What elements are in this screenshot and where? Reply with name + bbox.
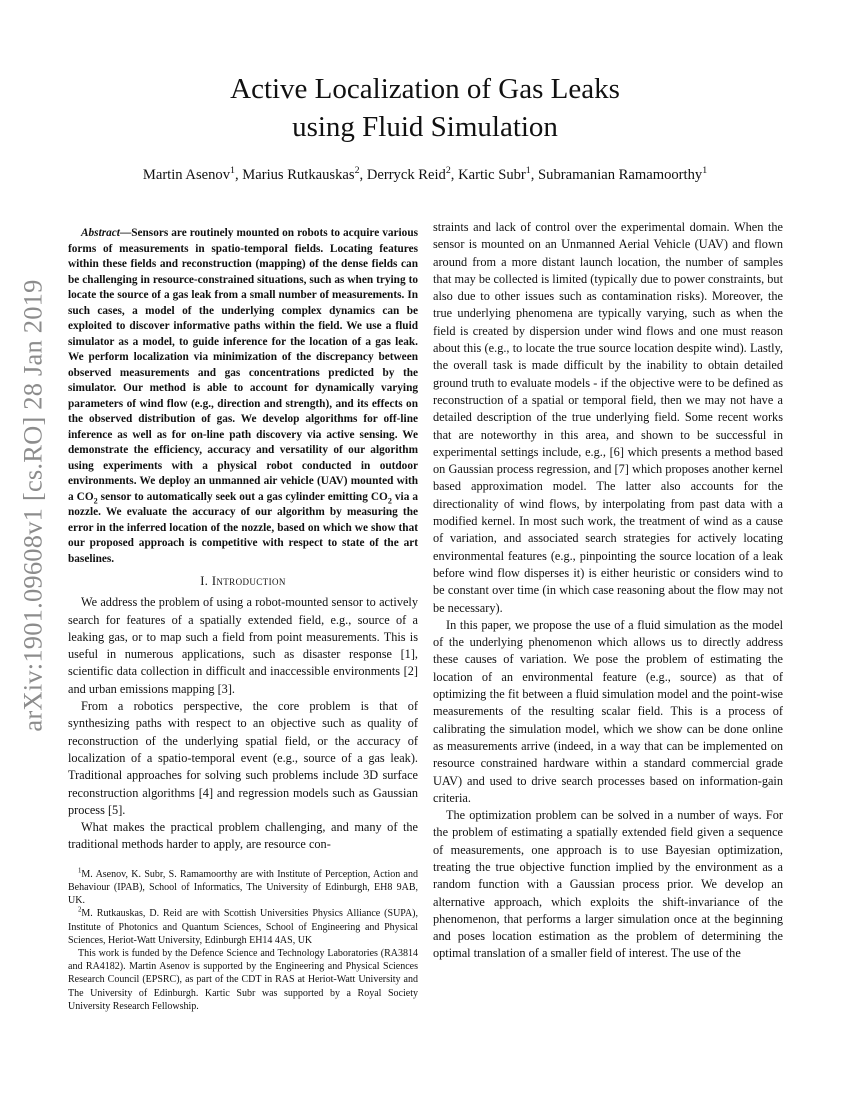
footnote-mark: 2 [78,907,82,915]
author-affiliation-mark: 1 [702,165,708,177]
co2-subscript: 2 [93,495,98,505]
author-name: Martin Asenov [142,167,231,183]
abstract-dash: — [119,227,132,239]
footnote-text: This work is funded by the Defence Science and Technology Laboratories (RA3814 and RA4182). Martin Asenov is supported by the Engineering and Physical Sciences Research Council (EPSRC), as part of the CDT in RAS at Heriot-Watt University and The University of Edinburgh. Kartic Subr was supported by a Royal Society University Research Fellowship. [68,947,418,1012]
author-name: Derryck Reid [366,167,446,183]
author [458,167,538,183]
intro-paragraph-continued: straints and lack of control over the experimental domain. When the sensor is mounted on an Unmanned Aerial Vehicle (UAV) and flown around from a more distant launch location, the number of samples that may be collected is limited (typically due to power constraints, but also due to other issues such as contamination risks). Moreover, the true underlying phenomena are typically varying, such as when the field is created by dispersion under wind flows and one must reason about this (e.g., to locate the true source location despite wind). Lastly, the overall task is made difficult by the inability to obtain detailed ground truth to evaluate models - if the objective were to be defined as reconstruction of a spatial or temporal field, then we may not have a detailed description of the true underlying field. Some recent works that are noteworthy in this area, and shown to be successful in experimental settings include, e.g., [6] which presents a method based on Gaussian process regression, and [7] which proposes another kernel based approximation model. The latter also accounts for the directionality of wind flows, by interpolating from past data with a modified kernel. In most such work, the treatment of wind as a cause of variation, and associated search strategies for actively locating environmental features (e.g., pinpointing the source location of a leak before wind flow disperses it) is either heuristic or considers wind to be constant over time (in which case reasoning about the flow may not be necessary). [433,220,783,615]
intro-paragraph: From a robotics perspective, the core problem is that of synthesizing paths with respect to an objective such as quality of reconstruction of the underlying spatial field, or the accuracy of localization of a spatio-temporal event (e.g., source of a gas leak). Traditional approaches for solving such problems include 3D surface reconstruction algorithms [4] and regression models such as Gaussian process [5]. [68,699,418,817]
author [538,167,707,183]
author-name: Marius Rutkauskas [242,167,355,183]
author-separator: , [450,167,459,183]
author-affiliation-mark: 1 [525,165,531,177]
intro-paragraph: The optimization problem can be solved in a number of ways. For the problem of estimating a spatially extended field given a sequence of measurements, one approach is to use Bayesian optimization, treating the true objective function implied by the environment as a random function with a Gaussian process prior. We develop an alternative approach, which exploits the shift-invariance of the phenomenon, that performs a larger simulation once at the beginning and poses location estimation as the problem of determining the optimal translation of a smaller field of interest. The use of the [433,808,783,961]
intro-paragraph: In this paper, we propose the use of a fluid simulation as the model of the underlying phenomenon which allows us to directly address these causes of variation. We pose the problem of estimating the location of an environmental feature (e.g., source) as that of optimizing the fit between a fluid simulation model and the point-wise measurements of the resulting scalar field. This is a process of calibrating the simulation model, which we show can be done online as measurements arrive (indeed, in a way that can be implemented on resource constrained hardware within a standard commercial grade UAV) and used to drive search processes based on information-gain criteria. [433,617,783,805]
intro-paragraph: What makes the practical problem challenging, and many of the traditional methods harder to apply, are resource con- [68,820,418,852]
author-affiliation-mark: 2 [445,165,451,177]
co2-subscript: 2 [387,495,392,505]
section-heading-introduction: I. Introduction [200,574,286,588]
author [367,167,458,183]
author-separator: , [359,167,367,183]
author-separator: , [530,167,539,183]
intro-paragraph: We address the problem of using a robot-mounted sensor to actively search for features of a spatially extended field, e.g., source of a leaking gas, or to map such a field from point measurements. This is useful in numerous applications, such as disaster response [1], scientific data collection in difficult and inaccessible environments [2] and urban emissions mapping [3]. [68,595,418,696]
footnote-funding [68,947,418,1013]
paper-title-line-1: Active Localization of Gas Leaks [230,73,620,105]
abstract-label: Abstract [81,227,120,239]
arxiv-identifier-text: arXiv:1901.09608v1 [cs.RO] 28 Jan 2019 [17,278,48,732]
abstract-text: sensor to automatically seek out a gas cylinder emitting CO [97,490,388,503]
abstract [68,226,418,567]
footnote-text: M. Asenov, K. Subr, S. Ramamoorthy are with Institute of Perception, Action and Behaviour (IPAB), School of Informatics, The University of Edinburgh, EH8 9AB, UK. [68,868,418,907]
footnote-affiliation-1 [68,868,418,908]
right-column [433,219,783,963]
author-affiliation-mark: 2 [354,165,360,177]
abstract-text: Sensors are routinely mounted on robots to acquire various forms of measurements in spatio-temporal fields. Locating features within these fields and reconstruction (mapping) of the dense fields can be challenging in resource-constrained situations, such as when trying to locate the source of a gas leak from a small number of measurements. In such cases, a model of the underlying complex dynamics can be exploited to discover informative paths within the field. We use a fluid simulator as a model, to guide inference for the location of a gas leak. We perform localization via minimization of the discrepancy between observed measurements and gas concentrations predicted by the simulator. Our method is able to account for dynamically varying parameters of wind flow (e.g., direction and strength), and its effects on the observed distribution of gas. We develop algorithms for off-line inference as well as for on-line path discovery via active sensing. We demonstrate the efficiency, accuracy and versatility of our algorithm using experiments with a physical robot conducted in outdoor environments. We deploy an unmanned air vehicle (UAV) mounted with a CO [68,227,418,503]
arxiv-identifier-stamp [17,278,48,732]
author [143,167,242,183]
footnote-text: M. Rutkauskas, D. Reid are with Scottish Universities Physics Alliance (SUPA), Institute of Photonics and Quantum Sciences, School of Engineering and Physical Sciences, Heriot-Watt University, Edinburgh EH14 4AS, UK [68,908,418,946]
abstract-text: via a nozzle. We evaluate the accuracy of our algorithm by measuring the error in the inferred location of the nozzle, based on which we show that our proposed approach is competitive with respect to state of the art baselines. [68,490,419,565]
footnote-mark: 1 [78,867,82,875]
footnote-affiliation-2 [68,907,418,947]
author-list [60,165,790,185]
paper-title-line-2: using Fluid Simulation [292,111,558,143]
author-separator: , [234,167,243,183]
author-name: Subramanian Ramamoorthy [538,167,703,183]
author [242,167,367,183]
left-column [68,226,418,1013]
author-affiliation-mark: 1 [230,165,235,177]
paper-title [80,70,770,146]
author-name: Kartic Subr [458,167,526,183]
footnotes [68,868,418,1013]
